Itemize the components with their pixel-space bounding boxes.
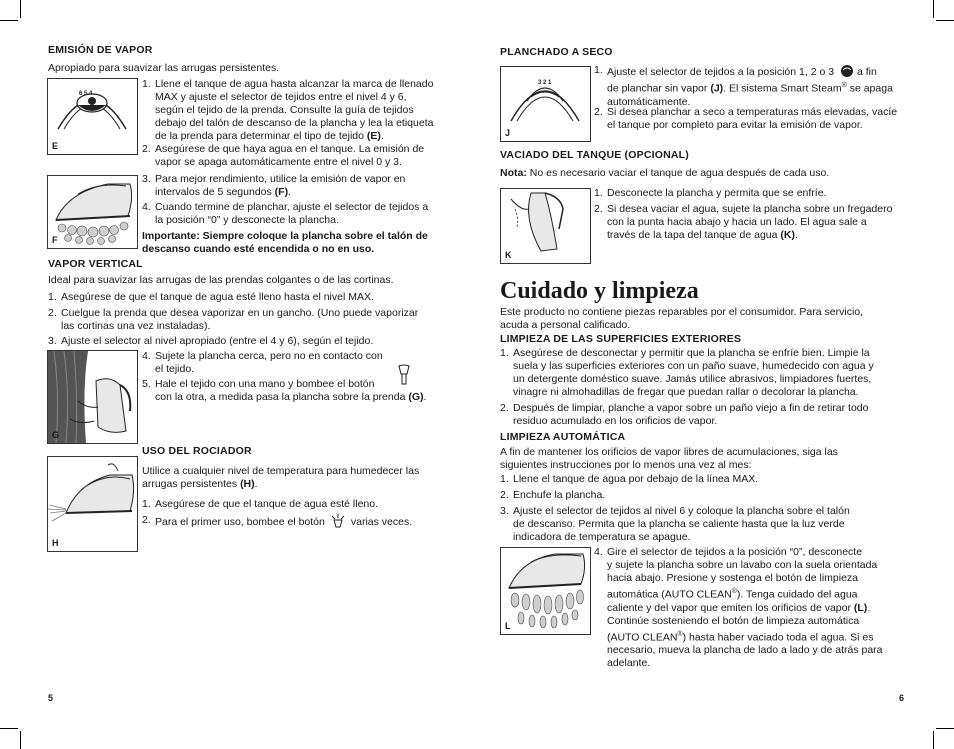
dial-numbers: 3 2 1 — [538, 80, 552, 86]
step-number: 1. — [594, 187, 603, 199]
auto-step-1 — [500, 473, 920, 486]
intro-line: arrugas persistentes — [142, 478, 241, 490]
step-number: 2. — [142, 143, 151, 155]
step-line: necesario, mueva la plancha de lado a lado y de atrás para — [607, 644, 883, 656]
note-text: No es necesario vaciar el tanque de agua después de cada uso. — [526, 167, 830, 179]
seco-step-1 — [594, 64, 914, 109]
step-line: Desconecte la plancha y permita que se enfríe. — [607, 187, 827, 199]
step-line: Llene el tanque de agua por debajo de la línea MAX. — [513, 473, 759, 485]
step-number: 2. — [500, 489, 509, 501]
step-line: adelante. — [607, 657, 651, 669]
step-number: 1. — [500, 347, 509, 359]
ext-step-1 — [500, 347, 920, 399]
crop-mark — [0, 20, 18, 21]
step-number: 3. — [48, 335, 57, 347]
step-number: 4. — [142, 201, 151, 213]
step-line: Llene el tanque de agua hasta alcanzar la marca de llenado — [155, 78, 434, 90]
vaciado-note — [500, 167, 829, 180]
step-line: suela y las superficies exteriores con un paño suave, humedecido con agua y — [513, 360, 874, 372]
punct: . — [380, 130, 384, 142]
ext-step-2 — [500, 402, 920, 428]
spray-button-icon — [329, 514, 347, 528]
registered-mark: ® — [841, 82, 847, 89]
step-number: 3. — [500, 505, 509, 517]
step-line: vinagre ni almohadillas de fregar que puedan rallar o decolorar la plancha. — [513, 386, 859, 398]
cuidado-intro — [500, 306, 863, 332]
step-line: Gire el selector de tejidos a la posición “0”, desconecte — [607, 546, 863, 558]
figure-label-k: K — [505, 250, 512, 260]
figure-label-l: L — [505, 621, 511, 631]
iron-steam-icon — [48, 176, 137, 248]
step-line: intervalos de 5 segundos — [155, 186, 275, 198]
punct: . — [254, 478, 258, 490]
section-heading-exteriores: LIMPIEZA DE LAS SUPERFICIES EXTERIORES — [500, 333, 742, 345]
step-line: de la prenda para determinar el tipo de tejido — [155, 130, 367, 142]
dial-icon — [48, 79, 137, 154]
step-line: Hale el tejido con una mano y bombee el botón — [155, 378, 375, 390]
dial-numbers: 6 5 4 — [79, 91, 93, 97]
figure-label-g: G — [52, 430, 60, 440]
emision-step-4 — [142, 201, 462, 227]
step-line: Enchufe la plancha. — [513, 489, 606, 501]
step-line: el tanque por completo para evitar la emisión de vapor. — [607, 119, 863, 131]
step-text: automáticamente. — [607, 95, 691, 108]
step-line: un detergente doméstico suave. Jamás utilice abrasivos, limpiadores fuertes, — [513, 373, 872, 385]
step-text: caliente y del vapor que emiten los orificios de vapor — [607, 601, 854, 614]
step-line: Ajuste el selector al nivel apropiado (entre el 4 y 6), según el tejido. — [61, 335, 374, 347]
note-label: Nota: — [500, 167, 527, 179]
section-heading-vaciado: VACIADO DEL TANQUE (OPCIONAL) — [500, 149, 689, 161]
crop-mark — [0, 728, 18, 729]
step-text: Para el primer uso, bombee el botón — [155, 516, 325, 528]
vertical-step-3 — [48, 335, 468, 348]
step-text: a fin — [856, 66, 877, 78]
step-line: Si desea planchar a seco a temperaturas más elevadas, vacíe — [607, 106, 898, 118]
step-number: 2. — [500, 402, 509, 414]
figure-ref: (L) — [853, 601, 868, 614]
punct: . — [423, 391, 427, 403]
step-number: 5. — [142, 378, 151, 390]
step-text: automática (AUTO CLEAN — [607, 588, 732, 601]
figure-ref: (J) — [710, 82, 724, 95]
step-line: Sujete la plancha cerca, pero no en contacto con — [155, 350, 383, 362]
vertical-step-5 — [142, 378, 462, 404]
rociador-intro — [142, 465, 462, 491]
dial-icon — [501, 67, 590, 141]
figure-e-dial — [47, 78, 138, 155]
step-number: 4. — [142, 350, 151, 362]
step-line: través de la tapa del tanque de agua — [607, 229, 781, 241]
page-number-right: 6 — [899, 693, 905, 703]
step-line: Cuando termine de planchar, ajuste el selector de tejidos a — [155, 201, 429, 213]
step-line: indicadora de temperatura se apague. — [513, 531, 691, 543]
step-line: Si desea vaciar el agua, sujete la plancha sobre un fregadero — [607, 203, 893, 215]
rociador-step-1 — [142, 498, 462, 511]
step-line: de descanso. Permita que la plancha se caliente hasta que la luz verde — [513, 518, 845, 530]
crop-mark — [933, 0, 934, 18]
intro-line: acuda a personal calificado. — [500, 319, 631, 331]
iron-auto-clean-icon — [501, 548, 590, 634]
vertical-step-4 — [142, 350, 462, 376]
step-text: Ajuste el selector de tejidos a la posición 1, 2 o 3 — [607, 66, 835, 78]
section-title-cuidado: Cuidado y limpieza — [500, 278, 699, 304]
important-line: descanso cuando esté encendida o no en uso. — [142, 243, 375, 255]
step-text: . El sistema Smart Steam — [723, 82, 842, 95]
auto-step-2 — [500, 489, 920, 502]
emision-intro: Apropiado para suavizar las arrugas persistentes. — [48, 62, 280, 74]
registered-mark: ® — [677, 630, 683, 638]
step-line: Asegúrese de que haya agua en el tanque. La emisión de — [155, 143, 425, 155]
vertical-step-1 — [48, 291, 468, 304]
step-line: la posición “0” y desconecte la plancha. — [155, 214, 339, 226]
auto-intro — [500, 446, 838, 472]
emision-step-3 — [142, 173, 462, 199]
iron-spray-icon — [48, 457, 137, 551]
section-heading-vertical: VAPOR VERTICAL — [48, 258, 143, 270]
step-line: Cuelgue la prenda que desea vaporizar en un gancho. (Uno puede vaporizar — [61, 307, 419, 319]
section-heading-rociador: USO DEL ROCIADOR — [142, 445, 252, 457]
smart-steam-icon — [840, 64, 854, 77]
important-line: Importante: Siempre coloque la plancha sobre el talón de — [142, 230, 428, 242]
intro-line: A fin de mantener los orificios de vapor libres de acumulaciones, siga las — [500, 446, 838, 458]
step-text: ). Tenga cuidado del agua — [736, 588, 858, 601]
step-line: vapor se apaga automáticamente entre el nivel 0 y 3. — [155, 156, 402, 168]
step-number: 2. — [594, 203, 603, 215]
step-line: Ajuste el selector de tejidos al nivel 6 y coloque la plancha sobre el talón — [513, 505, 850, 517]
crop-mark — [936, 20, 954, 21]
step-number: 2. — [594, 106, 603, 118]
figure-g-vertical-steam — [47, 350, 138, 444]
step-line: Asegúrese de desconectar y permitir que la plancha se enfríe bien. Limpie la — [513, 347, 870, 359]
section-heading-emision: EMISIÓN DE VAPOR — [48, 44, 153, 56]
figure-ref: (F) — [274, 186, 289, 198]
step-line: Después de limpiar, planche a vapor sobre un paño viejo a fin de retirar todo — [513, 402, 869, 414]
step-number: 1. — [48, 291, 57, 303]
auto-step-4 — [594, 546, 914, 670]
step-line: debajo del talón de descanso de la plancha y lea la etiqueta — [155, 117, 434, 129]
step-line: el tejido. — [155, 363, 195, 375]
step-line: y sujete la plancha sobre un lavabo con la suela orientada — [607, 559, 878, 571]
step-line: según el tejido de la prenda. Consulte la guía de tejidos — [155, 104, 414, 116]
step-text: varias veces. — [350, 516, 413, 528]
crop-mark — [933, 731, 934, 749]
figure-ref: (G) — [408, 391, 424, 403]
figure-label-f: F — [52, 235, 58, 245]
figure-k-empty-tank — [500, 188, 591, 264]
intro-line: Este producto no contiene piezas reparables por el consumidor. Para servicio, — [500, 306, 864, 318]
step-number: 1. — [594, 64, 603, 76]
step-text: se apaga — [846, 82, 893, 95]
registered-mark: ® — [731, 588, 737, 595]
intro-line: siguientes instrucciones por lo menos una vez al mes: — [500, 459, 752, 471]
figure-f-iron-steam — [47, 175, 138, 249]
figure-ref: (H) — [240, 478, 255, 490]
step-number: 4. — [594, 546, 603, 558]
step-line: con la punta hacia abajo y hacia un lado. El agua sale a — [607, 216, 867, 228]
step-line: residuo acumulado en los orificios de vapor. — [513, 415, 718, 427]
step-number: 2. — [142, 514, 151, 526]
step-number: 3. — [142, 173, 151, 185]
step-text: ) hasta haber vaciado toda el agua. Si es — [682, 631, 874, 643]
step-line: Continúe sosteniendo el botón de limpieza automática — [607, 614, 860, 627]
figure-ref: (K) — [780, 229, 795, 241]
vaciado-step-1 — [594, 187, 914, 200]
step-line: Asegúrese de que el tanque de agua esté lleno. — [155, 498, 379, 510]
step-number: 2. — [48, 307, 57, 319]
vertical-intro: Ideal para suavizar las arrugas de las prendas colgantes o de las cortinas. — [48, 274, 394, 286]
seco-step-2 — [594, 106, 914, 132]
crop-mark — [20, 0, 21, 18]
step-line: con la otra, a medida pasa la plancha sobre la prenda — [155, 391, 409, 403]
step-text: de planchar sin vapor — [607, 82, 711, 95]
step-line: las cortinas una vez instaladas). — [61, 320, 211, 332]
figure-j-dial — [500, 66, 591, 142]
figure-label-h: H — [52, 538, 59, 548]
figure-ref: (E) — [366, 130, 381, 142]
figure-h-spray — [47, 456, 138, 552]
step-number: 1. — [500, 473, 509, 485]
step-line: Asegúrese de que el tanque de agua esté lleno hasta el nivel MAX. — [61, 291, 374, 303]
crop-mark — [20, 731, 21, 749]
crop-mark — [936, 728, 954, 729]
step-text: (AUTO CLEAN — [607, 631, 678, 643]
figure-label-e: E — [52, 141, 59, 151]
punct: . — [288, 186, 292, 198]
section-heading-automatica: LIMPIEZA AUTOMÁTICA — [500, 431, 626, 443]
section-heading-seco: PLANCHADO A SECO — [500, 46, 613, 58]
emision-step-1 — [142, 78, 462, 143]
vertical-step-2 — [48, 307, 468, 333]
hanging-garment-icon — [48, 351, 137, 443]
iron-pour-icon — [501, 189, 590, 263]
step-line: MAX y ajuste el selector de tejidos entre el nivel 4 y 6, — [155, 91, 407, 103]
step-number: 1. — [142, 498, 151, 510]
step-number: 1. — [142, 78, 151, 90]
vaciado-step-2: 2. Si desea vaciar el agua, sujete la plancha sobre un fregadero con la punta hacia abajo y hacia un lado. El agua sale a través de la tapa del tanque de agua (K). — [594, 203, 914, 242]
intro-line: Utilice a cualquier nivel de temperatura para humedecer las — [142, 465, 420, 477]
auto-step-3 — [500, 505, 920, 544]
page-number-left: 5 — [48, 693, 54, 703]
step-line: Para mejor rendimiento, utilice la emisión de vapor en — [155, 173, 406, 185]
step-line: hacia abajo. Presione y sostenga el botón de limpieza — [607, 572, 858, 584]
figure-l-auto-clean — [500, 547, 591, 635]
rociador-step-2 — [142, 514, 462, 529]
important-note — [142, 230, 428, 256]
punct: . — [867, 601, 871, 614]
emision-step-2 — [142, 143, 462, 169]
figure-label-j: J — [505, 128, 511, 138]
